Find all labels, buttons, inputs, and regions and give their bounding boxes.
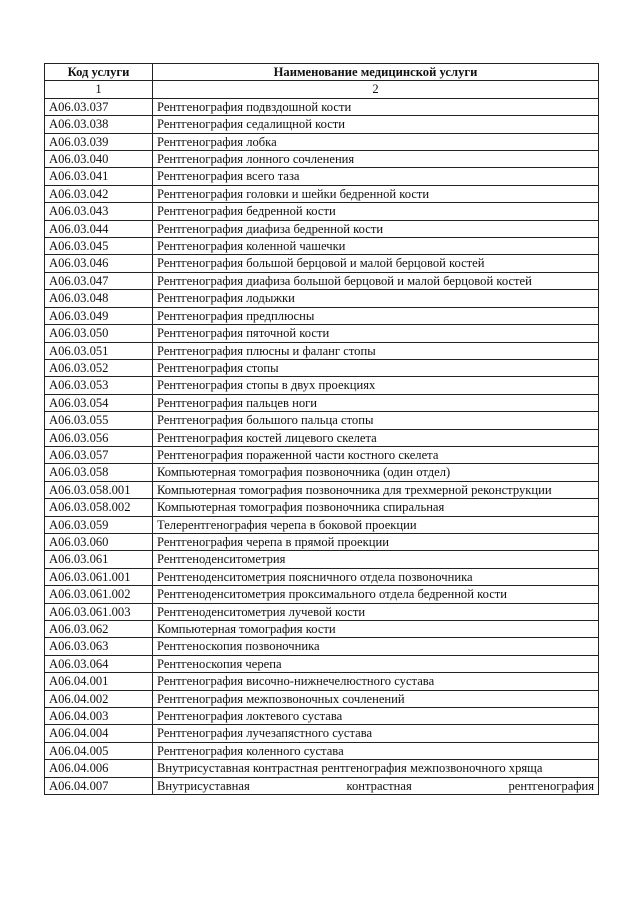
service-code: A06.04.006 bbox=[45, 760, 153, 777]
service-name: Рентгенография предплюсны bbox=[153, 307, 599, 324]
header-name: Наименование медицинской услуги bbox=[153, 64, 599, 81]
table-row bbox=[45, 220, 599, 237]
table-row bbox=[45, 760, 599, 777]
service-name: Рентгенография стопы bbox=[153, 359, 599, 376]
service-code: A06.03.061.001 bbox=[45, 568, 153, 585]
service-code: A06.03.042 bbox=[45, 185, 153, 202]
service-name: Рентгенография лучезапястного сустава bbox=[153, 725, 599, 742]
table-row bbox=[45, 586, 599, 603]
services-table bbox=[44, 63, 599, 795]
service-name: Рентгенография головки и шейки бедренной кости bbox=[153, 185, 599, 202]
service-name: Рентгенография пораженной части костного скелета bbox=[153, 446, 599, 463]
service-name: Рентгенография большого пальца стопы bbox=[153, 412, 599, 429]
service-name: Рентгенография бедренной кости bbox=[153, 203, 599, 220]
service-code: A06.03.048 bbox=[45, 290, 153, 307]
service-code: A06.03.061 bbox=[45, 551, 153, 568]
service-name: Рентгенография плюсны и фаланг стопы bbox=[153, 342, 599, 359]
service-code: A06.03.058.001 bbox=[45, 481, 153, 498]
service-name: Рентгеноденситометрия лучевой кости bbox=[153, 603, 599, 620]
service-code: A06.03.038 bbox=[45, 116, 153, 133]
service-code: A06.03.058.002 bbox=[45, 499, 153, 516]
service-code: A06.03.055 bbox=[45, 412, 153, 429]
service-name: Рентгенография большой берцовой и малой берцовой костей bbox=[153, 255, 599, 272]
service-code: A06.03.044 bbox=[45, 220, 153, 237]
table-row bbox=[45, 290, 599, 307]
service-name: Рентгеноденситометрия поясничного отдела позвоночника bbox=[153, 568, 599, 585]
service-name: Телерентгенография черепа в боковой проекции bbox=[153, 516, 599, 533]
table-body bbox=[45, 98, 599, 794]
table-row bbox=[45, 725, 599, 742]
service-name: Рентгеноскопия черепа bbox=[153, 655, 599, 672]
table-row bbox=[45, 307, 599, 324]
service-name: Рентгенография пяточной кости bbox=[153, 325, 599, 342]
table-row bbox=[45, 168, 599, 185]
service-code: A06.03.063 bbox=[45, 638, 153, 655]
service-name: Рентгенография пальцев ноги bbox=[153, 394, 599, 411]
header-code: Код услуги bbox=[45, 64, 153, 81]
service-name: Компьютерная томография кости bbox=[153, 621, 599, 638]
service-code: A06.03.064 bbox=[45, 655, 153, 672]
service-name: Компьютерная томография позвоночника спиральная bbox=[153, 499, 599, 516]
service-name: Рентгенография локтевого сустава bbox=[153, 708, 599, 725]
service-code: A06.03.054 bbox=[45, 394, 153, 411]
column-number-row bbox=[45, 81, 599, 98]
service-name: Рентгенография седалищной кости bbox=[153, 116, 599, 133]
service-name: Рентгенография лонного сочленения bbox=[153, 151, 599, 168]
service-name: Рентгенография височно-нижнечелюстного сустава bbox=[153, 673, 599, 690]
table-row bbox=[45, 655, 599, 672]
table-row bbox=[45, 412, 599, 429]
table-row bbox=[45, 464, 599, 481]
table-row bbox=[45, 185, 599, 202]
service-code: A06.03.040 bbox=[45, 151, 153, 168]
service-code: A06.04.002 bbox=[45, 690, 153, 707]
table-row bbox=[45, 151, 599, 168]
table-row bbox=[45, 621, 599, 638]
table-row bbox=[45, 394, 599, 411]
service-code: A06.04.001 bbox=[45, 673, 153, 690]
table-row bbox=[45, 499, 599, 516]
service-code: A06.03.046 bbox=[45, 255, 153, 272]
service-code: A06.04.004 bbox=[45, 725, 153, 742]
service-code: A06.04.003 bbox=[45, 708, 153, 725]
service-code: A06.03.061.003 bbox=[45, 603, 153, 620]
service-name: Рентгеноскопия позвоночника bbox=[153, 638, 599, 655]
table-row bbox=[45, 272, 599, 289]
column-number-2: 2 bbox=[153, 81, 599, 98]
service-name: Внутрисуставная контрастная рентгенография bbox=[153, 777, 599, 794]
service-name: Рентгенография коленной чашечки bbox=[153, 238, 599, 255]
service-code: A06.03.059 bbox=[45, 516, 153, 533]
service-code: A06.04.005 bbox=[45, 742, 153, 759]
column-number-1: 1 bbox=[45, 81, 153, 98]
service-name: Рентгенография всего таза bbox=[153, 168, 599, 185]
table-row bbox=[45, 116, 599, 133]
service-code: A06.03.057 bbox=[45, 446, 153, 463]
service-code: A06.03.050 bbox=[45, 325, 153, 342]
table-row bbox=[45, 429, 599, 446]
service-code: A06.03.058 bbox=[45, 464, 153, 481]
table-row bbox=[45, 446, 599, 463]
table-row bbox=[45, 481, 599, 498]
table-row bbox=[45, 708, 599, 725]
service-code: A06.03.056 bbox=[45, 429, 153, 446]
table-row bbox=[45, 325, 599, 342]
service-code: A06.03.039 bbox=[45, 133, 153, 150]
table-row bbox=[45, 742, 599, 759]
service-code: A06.03.061.002 bbox=[45, 586, 153, 603]
service-name: Рентгенография лобка bbox=[153, 133, 599, 150]
table-row bbox=[45, 533, 599, 550]
table-row bbox=[45, 359, 599, 376]
service-code: A06.03.041 bbox=[45, 168, 153, 185]
service-code: A06.03.060 bbox=[45, 533, 153, 550]
service-code: A06.03.052 bbox=[45, 359, 153, 376]
service-name: Внутрисуставная контрастная рентгенография межпозвоночного хряща bbox=[153, 760, 599, 777]
service-code: A06.04.007 bbox=[45, 777, 153, 794]
table-row bbox=[45, 638, 599, 655]
service-code: A06.03.047 bbox=[45, 272, 153, 289]
service-name: Рентгеноденситометрия проксимального отдела бедренной кости bbox=[153, 586, 599, 603]
service-code: A06.03.051 bbox=[45, 342, 153, 359]
service-name: Компьютерная томография позвоночника для трехмерной реконструкции bbox=[153, 481, 599, 498]
table-row bbox=[45, 568, 599, 585]
table-row bbox=[45, 516, 599, 533]
service-code: A06.03.043 bbox=[45, 203, 153, 220]
table-row bbox=[45, 603, 599, 620]
service-name: Рентгенография черепа в прямой проекции bbox=[153, 533, 599, 550]
service-name: Рентгенография костей лицевого скелета bbox=[153, 429, 599, 446]
table-row bbox=[45, 777, 599, 794]
table-row bbox=[45, 551, 599, 568]
table-row bbox=[45, 690, 599, 707]
table-row bbox=[45, 255, 599, 272]
table-row bbox=[45, 98, 599, 115]
service-name: Компьютерная томография позвоночника (один отдел) bbox=[153, 464, 599, 481]
service-name: Рентгенография подвздошной кости bbox=[153, 98, 599, 115]
service-code: A06.03.049 bbox=[45, 307, 153, 324]
service-name: Рентгеноденситометрия bbox=[153, 551, 599, 568]
service-code: A06.03.045 bbox=[45, 238, 153, 255]
service-code: A06.03.053 bbox=[45, 377, 153, 394]
service-name: Рентгенография лодыжки bbox=[153, 290, 599, 307]
header-row bbox=[45, 64, 599, 81]
service-code: A06.03.037 bbox=[45, 98, 153, 115]
table-row bbox=[45, 133, 599, 150]
table-row bbox=[45, 203, 599, 220]
table-row bbox=[45, 342, 599, 359]
service-name: Рентгенография стопы в двух проекциях bbox=[153, 377, 599, 394]
table-row bbox=[45, 377, 599, 394]
service-name: Рентгенография коленного сустава bbox=[153, 742, 599, 759]
service-code: A06.03.062 bbox=[45, 621, 153, 638]
service-name: Рентгенография межпозвоночных сочленений bbox=[153, 690, 599, 707]
service-name: Рентгенография диафиза большой берцовой и малой берцовой костей bbox=[153, 272, 599, 289]
table-row bbox=[45, 238, 599, 255]
service-name: Рентгенография диафиза бедренной кости bbox=[153, 220, 599, 237]
table-row bbox=[45, 673, 599, 690]
